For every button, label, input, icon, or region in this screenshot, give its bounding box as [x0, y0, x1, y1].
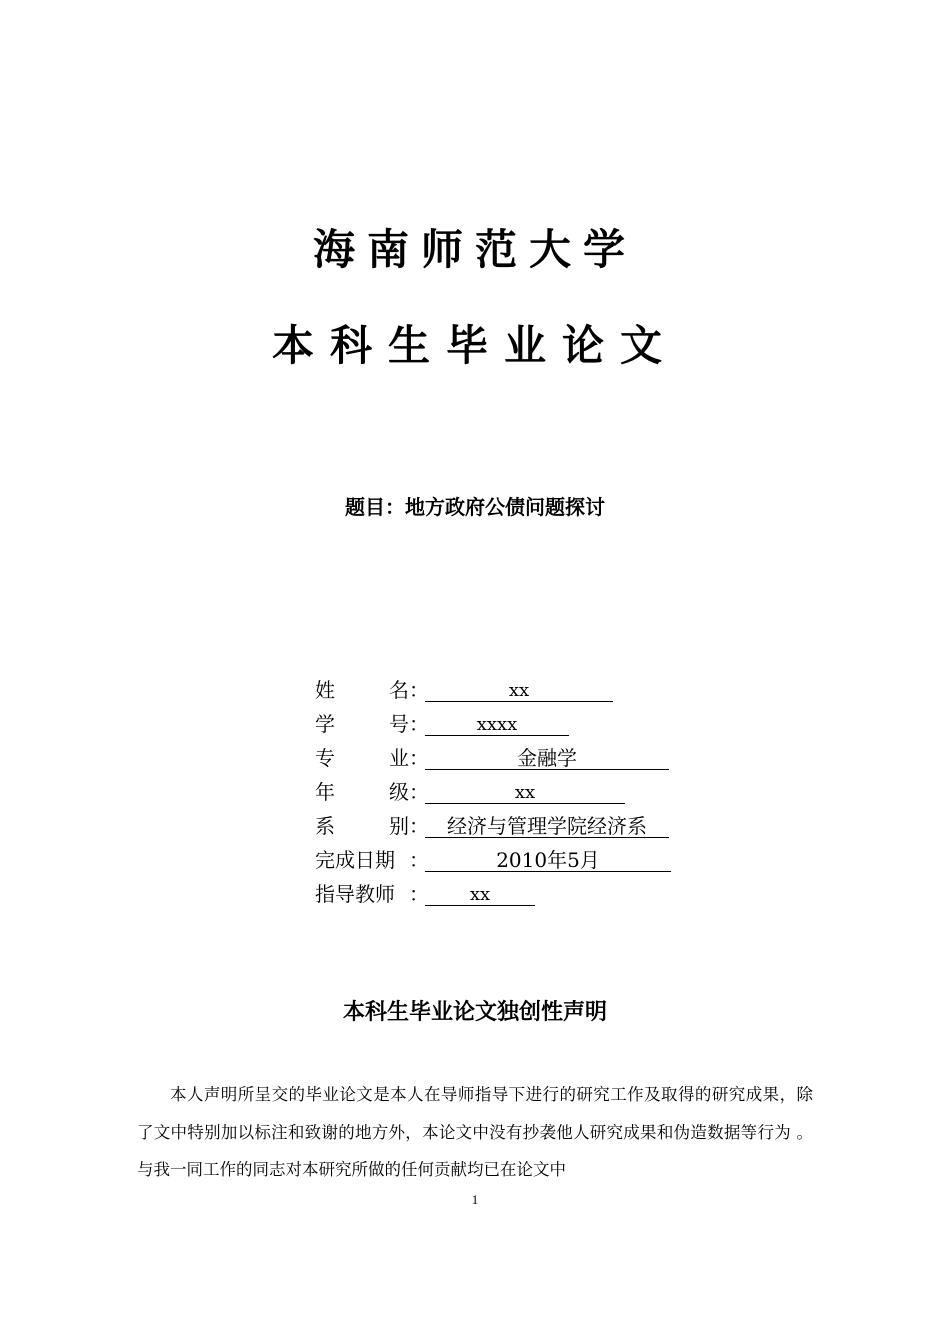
info-colon: ：	[409, 814, 429, 838]
info-value-name: xx	[425, 675, 613, 702]
info-label-advisor: 指导教师	[315, 882, 395, 906]
info-value-grade: xx	[425, 777, 625, 804]
info-value-advisor: xx	[425, 879, 535, 906]
info-label-name: 姓 名	[315, 678, 409, 702]
document-type-heading: 本科生毕业论文	[271, 321, 678, 370]
declaration-heading: 本科生毕业论文独创性声明	[342, 1000, 607, 1025]
info-colon: ：	[409, 848, 429, 872]
info-value-student-id: xxxx	[425, 709, 569, 736]
info-label-major: 专 业	[315, 746, 409, 770]
info-colon: ：	[409, 678, 429, 702]
info-colon: ：	[409, 780, 429, 804]
info-colon: ：	[409, 746, 429, 770]
info-label-completion-date: 完成日期	[315, 848, 395, 872]
thesis-title: 地方政府公债问题探讨	[405, 495, 605, 519]
thesis-title-label: 题目：	[345, 495, 405, 519]
info-value-major: 金融学	[425, 743, 669, 770]
info-value-completion-date: 2010年5月	[425, 845, 671, 872]
info-label-department: 系 别	[315, 814, 409, 838]
info-label-grade: 年 级	[315, 780, 409, 804]
info-colon: ：	[409, 712, 429, 736]
info-colon: ：	[409, 882, 429, 906]
university-name: 海南师范大学	[312, 225, 637, 274]
thesis-title-line	[0, 492, 950, 522]
info-label-student-id: 学 号	[315, 712, 409, 736]
page-number: 1	[471, 1192, 479, 1207]
declaration-body: 本人声明所呈交的毕业论文是本人在导师指导下进行的研究工作及取得的研究成果，除了文中特别加以标注和致谢的地方外，本论文中没有抄袭他人研究成果和伪造数据等行为 。与我一同工作的同志对本研究所做的任何贡献均已在论文中	[137, 1085, 813, 1179]
info-value-department: 经济与管理学院经济系	[425, 811, 669, 838]
